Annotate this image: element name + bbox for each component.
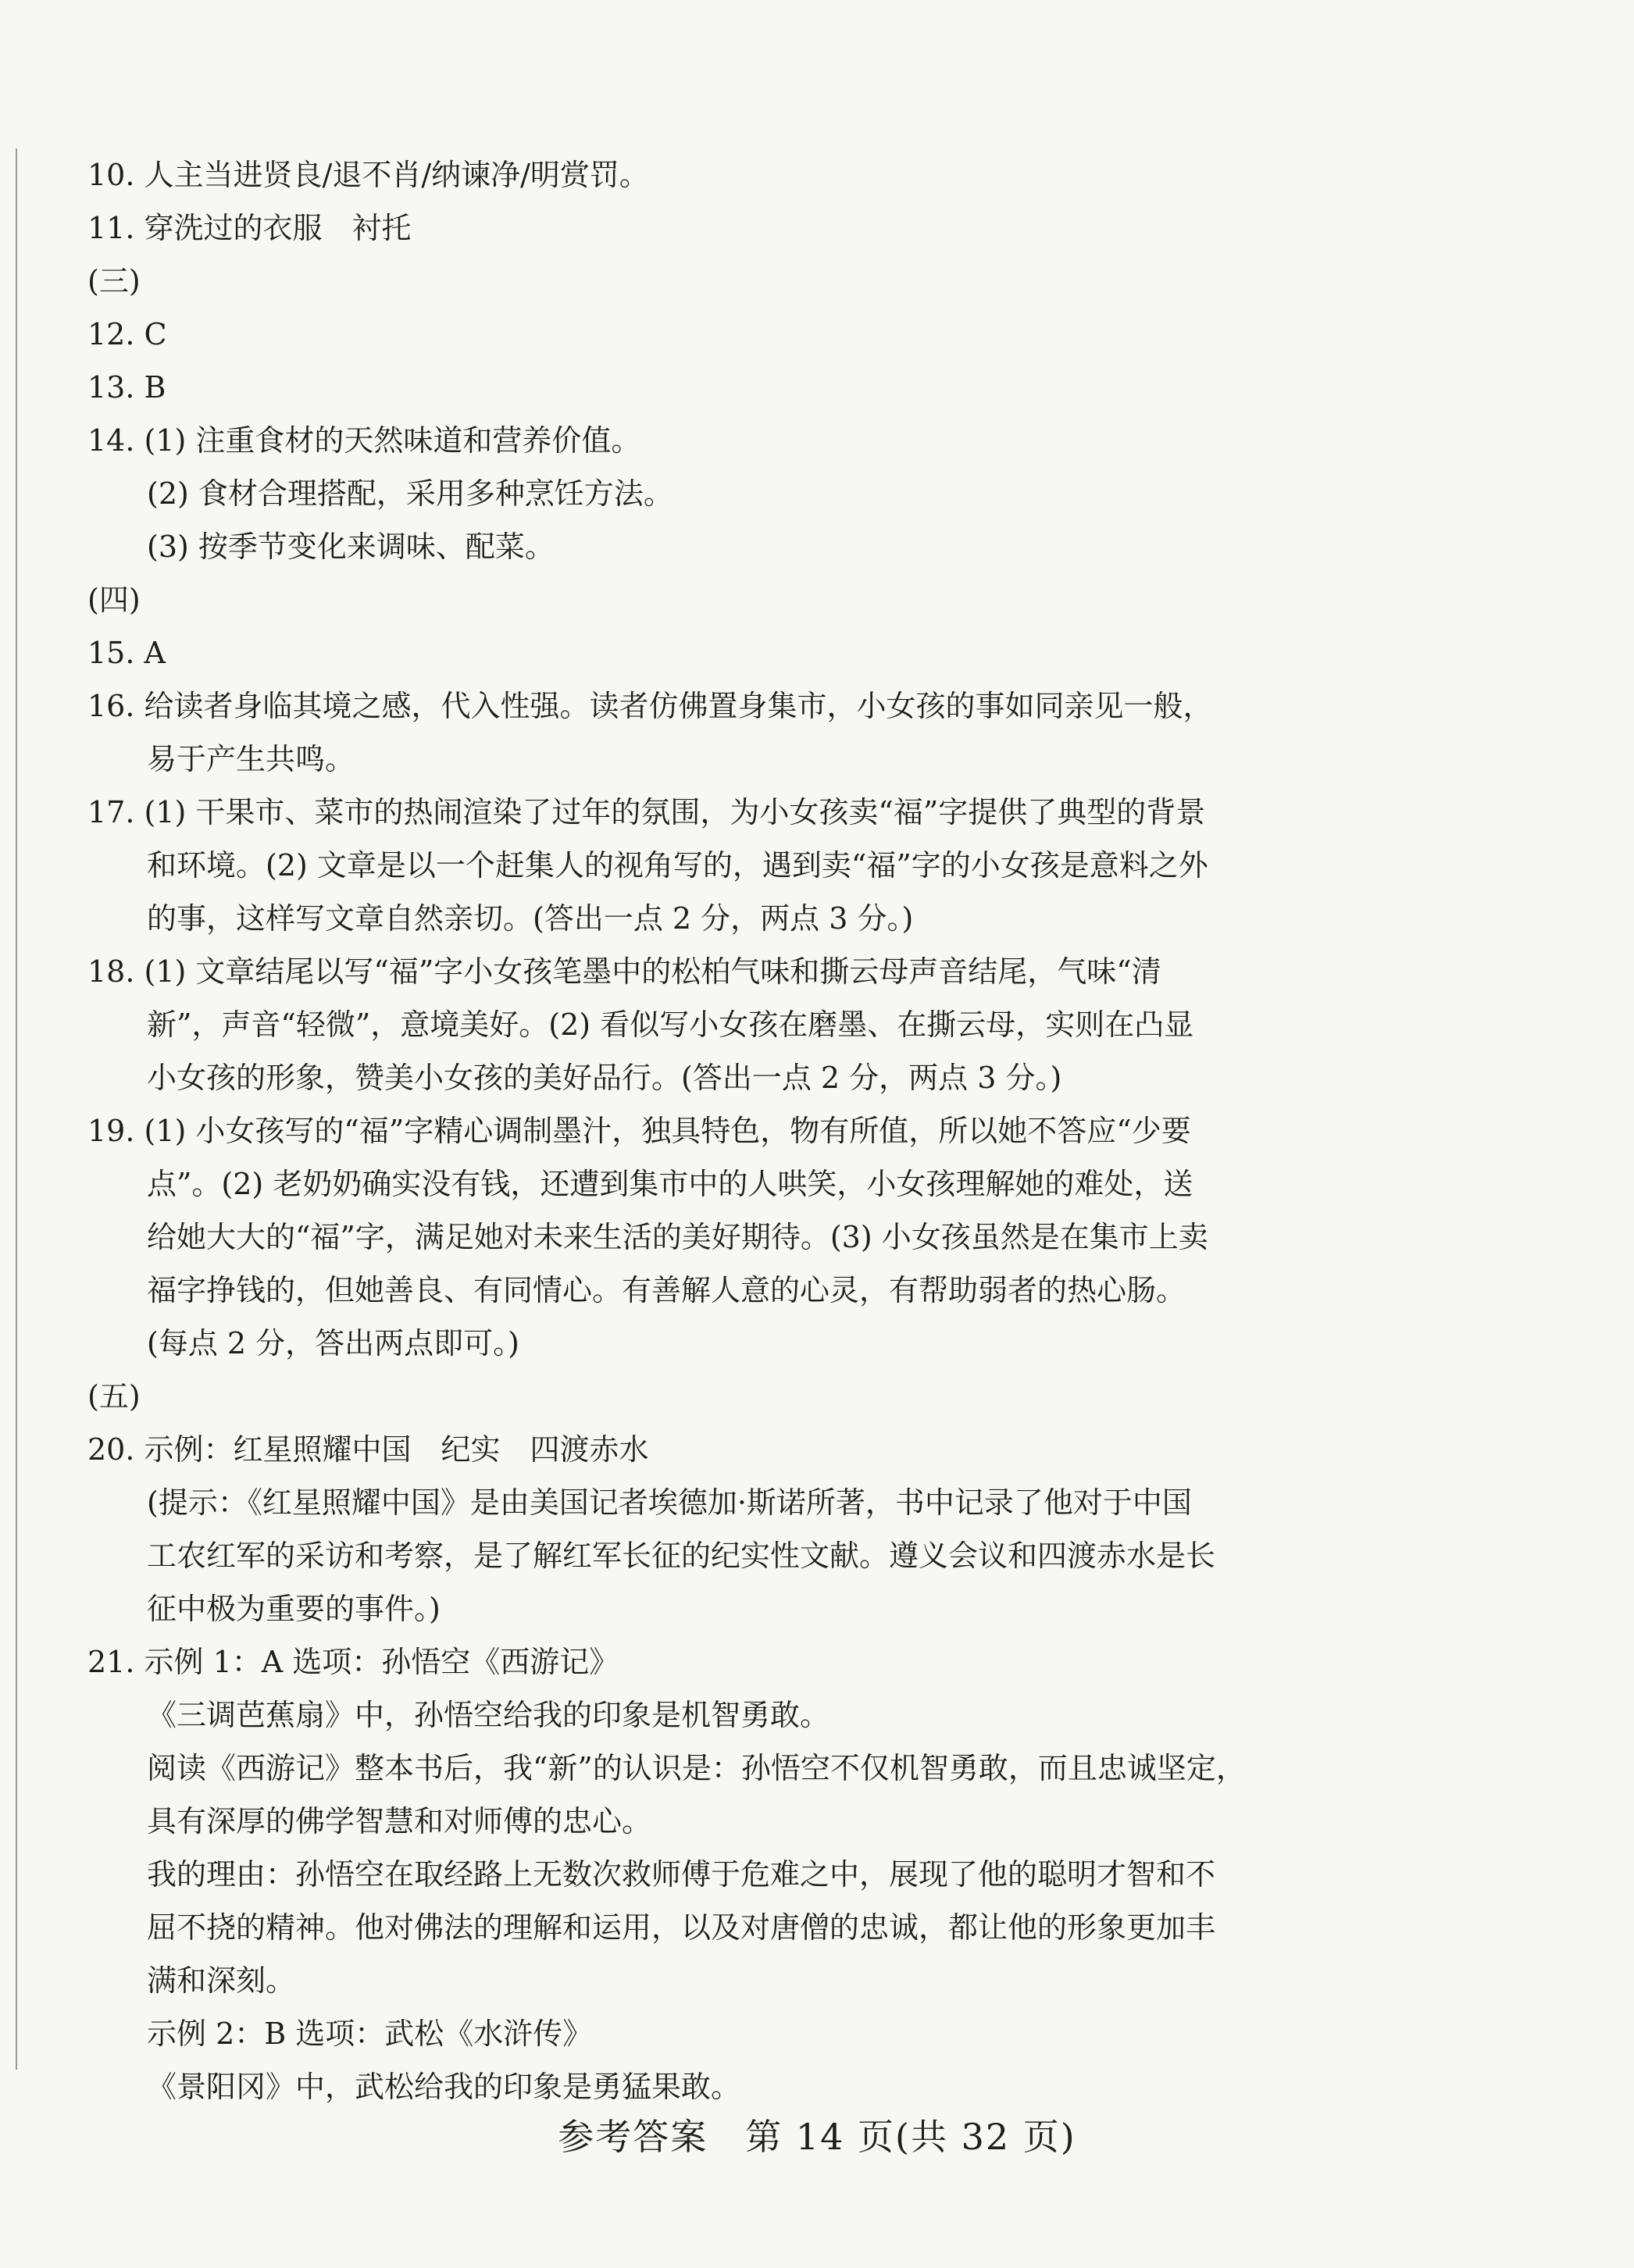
answer-body <box>87 148 1337 2113</box>
answer-line: 屈不挠的精神。他对佛法的理解和运用，以及对唐僧的忠诚，都让他的形象更加丰 <box>147 1910 1216 1945</box>
answer-line: 15. A <box>87 636 166 670</box>
answer-line: 11. 穿洗过的衣服 衬托 <box>87 211 412 245</box>
answer-line: 具有深厚的佛学智慧和对师傅的忠心。 <box>147 1804 652 1838</box>
answer-line: 18. (1) 文章结尾以写“福”字小女孩笔墨中的松柏气味和撕云母声音结尾，气味“清 <box>87 954 1161 989</box>
answer-line: 的事，这样写文章自然亲切。(答出一点 2 分，两点 3 分。) <box>147 901 914 936</box>
section-heading: (五) <box>87 1379 141 1414</box>
answer-line: (2) 食材合理搭配，采用多种烹饪方法。 <box>147 476 673 511</box>
answer-line: 和环境。(2) 文章是以一个赶集人的视角写的，遇到卖“福”字的小女孩是意料之外 <box>147 848 1208 883</box>
answer-line: 19. (1) 小女孩写的“福”字精心调制墨汁，独具特色，物有所值，所以她不答应“少要 <box>87 1114 1191 1148</box>
answer-line: 《三调芭蕉扇》中，孙悟空给我的印象是机智勇敢。 <box>147 1698 830 1732</box>
answer-line: 点”。(2) 老奶奶确实没有钱，还遭到集市中的人哄笑，小女孩理解她的难处，送 <box>147 1167 1193 1201</box>
section-heading: (三) <box>87 264 141 298</box>
section-heading: (四) <box>87 583 141 617</box>
answer-line: (3) 按季节变化来调味、配菜。 <box>147 530 555 564</box>
answer-line: 《景阳冈》中，武松给我的印象是勇猛果敢。 <box>147 2070 741 2104</box>
answer-line: 易于产生共鸣。 <box>147 742 355 776</box>
answer-line: (每点 2 分，答出两点即可。) <box>147 1326 519 1360</box>
answer-line: (提示：《红星照耀中国》是由美国记者埃德加·斯诺所著，书中记录了他对于中国 <box>147 1485 1192 1520</box>
answer-line: 10. 人主当进贤良/退不肖/纳谏净/明赏罚。 <box>87 158 649 192</box>
answer-line: 征中极为重要的事件。) <box>147 1592 441 1626</box>
answer-line: 工农红军的采访和考察，是了解红军长征的纪实性文献。遵义会议和四渡赤水是长 <box>147 1539 1216 1573</box>
answer-line: 阅读《西游记》整本书后，我“新”的认识是：孙悟空不仅机智勇敢，而且忠诚坚定， <box>147 1751 1246 1785</box>
answer-line: 福字挣钱的，但她善良、有同情心。有善解人意的心灵，有帮助弱者的热心肠。 <box>147 1273 1186 1307</box>
answer-line: 新”，声音“轻微”，意境美好。(2) 看似写小女孩在磨墨、在撕云母，实则在凸显 <box>147 1007 1194 1042</box>
page-footer: 参考答案 第 14 页(共 32 页) <box>558 2116 1076 2158</box>
margin-rule <box>16 148 17 2070</box>
answer-line: 17. (1) 干果市、菜市的热闹渲染了过年的氛围，为小女孩卖“福”字提供了典型的背景 <box>87 795 1206 829</box>
answer-line: 满和深刻。 <box>147 1963 296 1998</box>
answer-line: 21. 示例 1：A 选项：孙悟空《西游记》 <box>87 1645 619 1679</box>
answer-line: 示例 2：B 选项：武松《水浒传》 <box>147 2017 593 2051</box>
answer-line: 小女孩的形象，赞美小女孩的美好品行。(答出一点 2 分，两点 3 分。) <box>147 1061 1062 1095</box>
answer-line: 给她大大的“福”字，满足她对未来生活的美好期待。(3) 小女孩虽然是在集市上卖 <box>147 1220 1208 1254</box>
answer-line: 20. 示例：红星照耀中国 纪实 四渡赤水 <box>87 1432 649 1467</box>
answer-line: 16. 给读者身临其境之感，代入性强。读者仿佛置身集市，小女孩的事如同亲见一般， <box>87 689 1213 723</box>
answer-line: 13. B <box>87 370 166 405</box>
answer-line: 12. C <box>87 317 167 351</box>
answer-line: 我的理由：孙悟空在取经路上无数次救师傅于危难之中，展现了他的聪明才智和不 <box>147 1857 1216 1892</box>
answer-line: 14. (1) 注重食材的天然味道和营养价值。 <box>87 423 641 458</box>
